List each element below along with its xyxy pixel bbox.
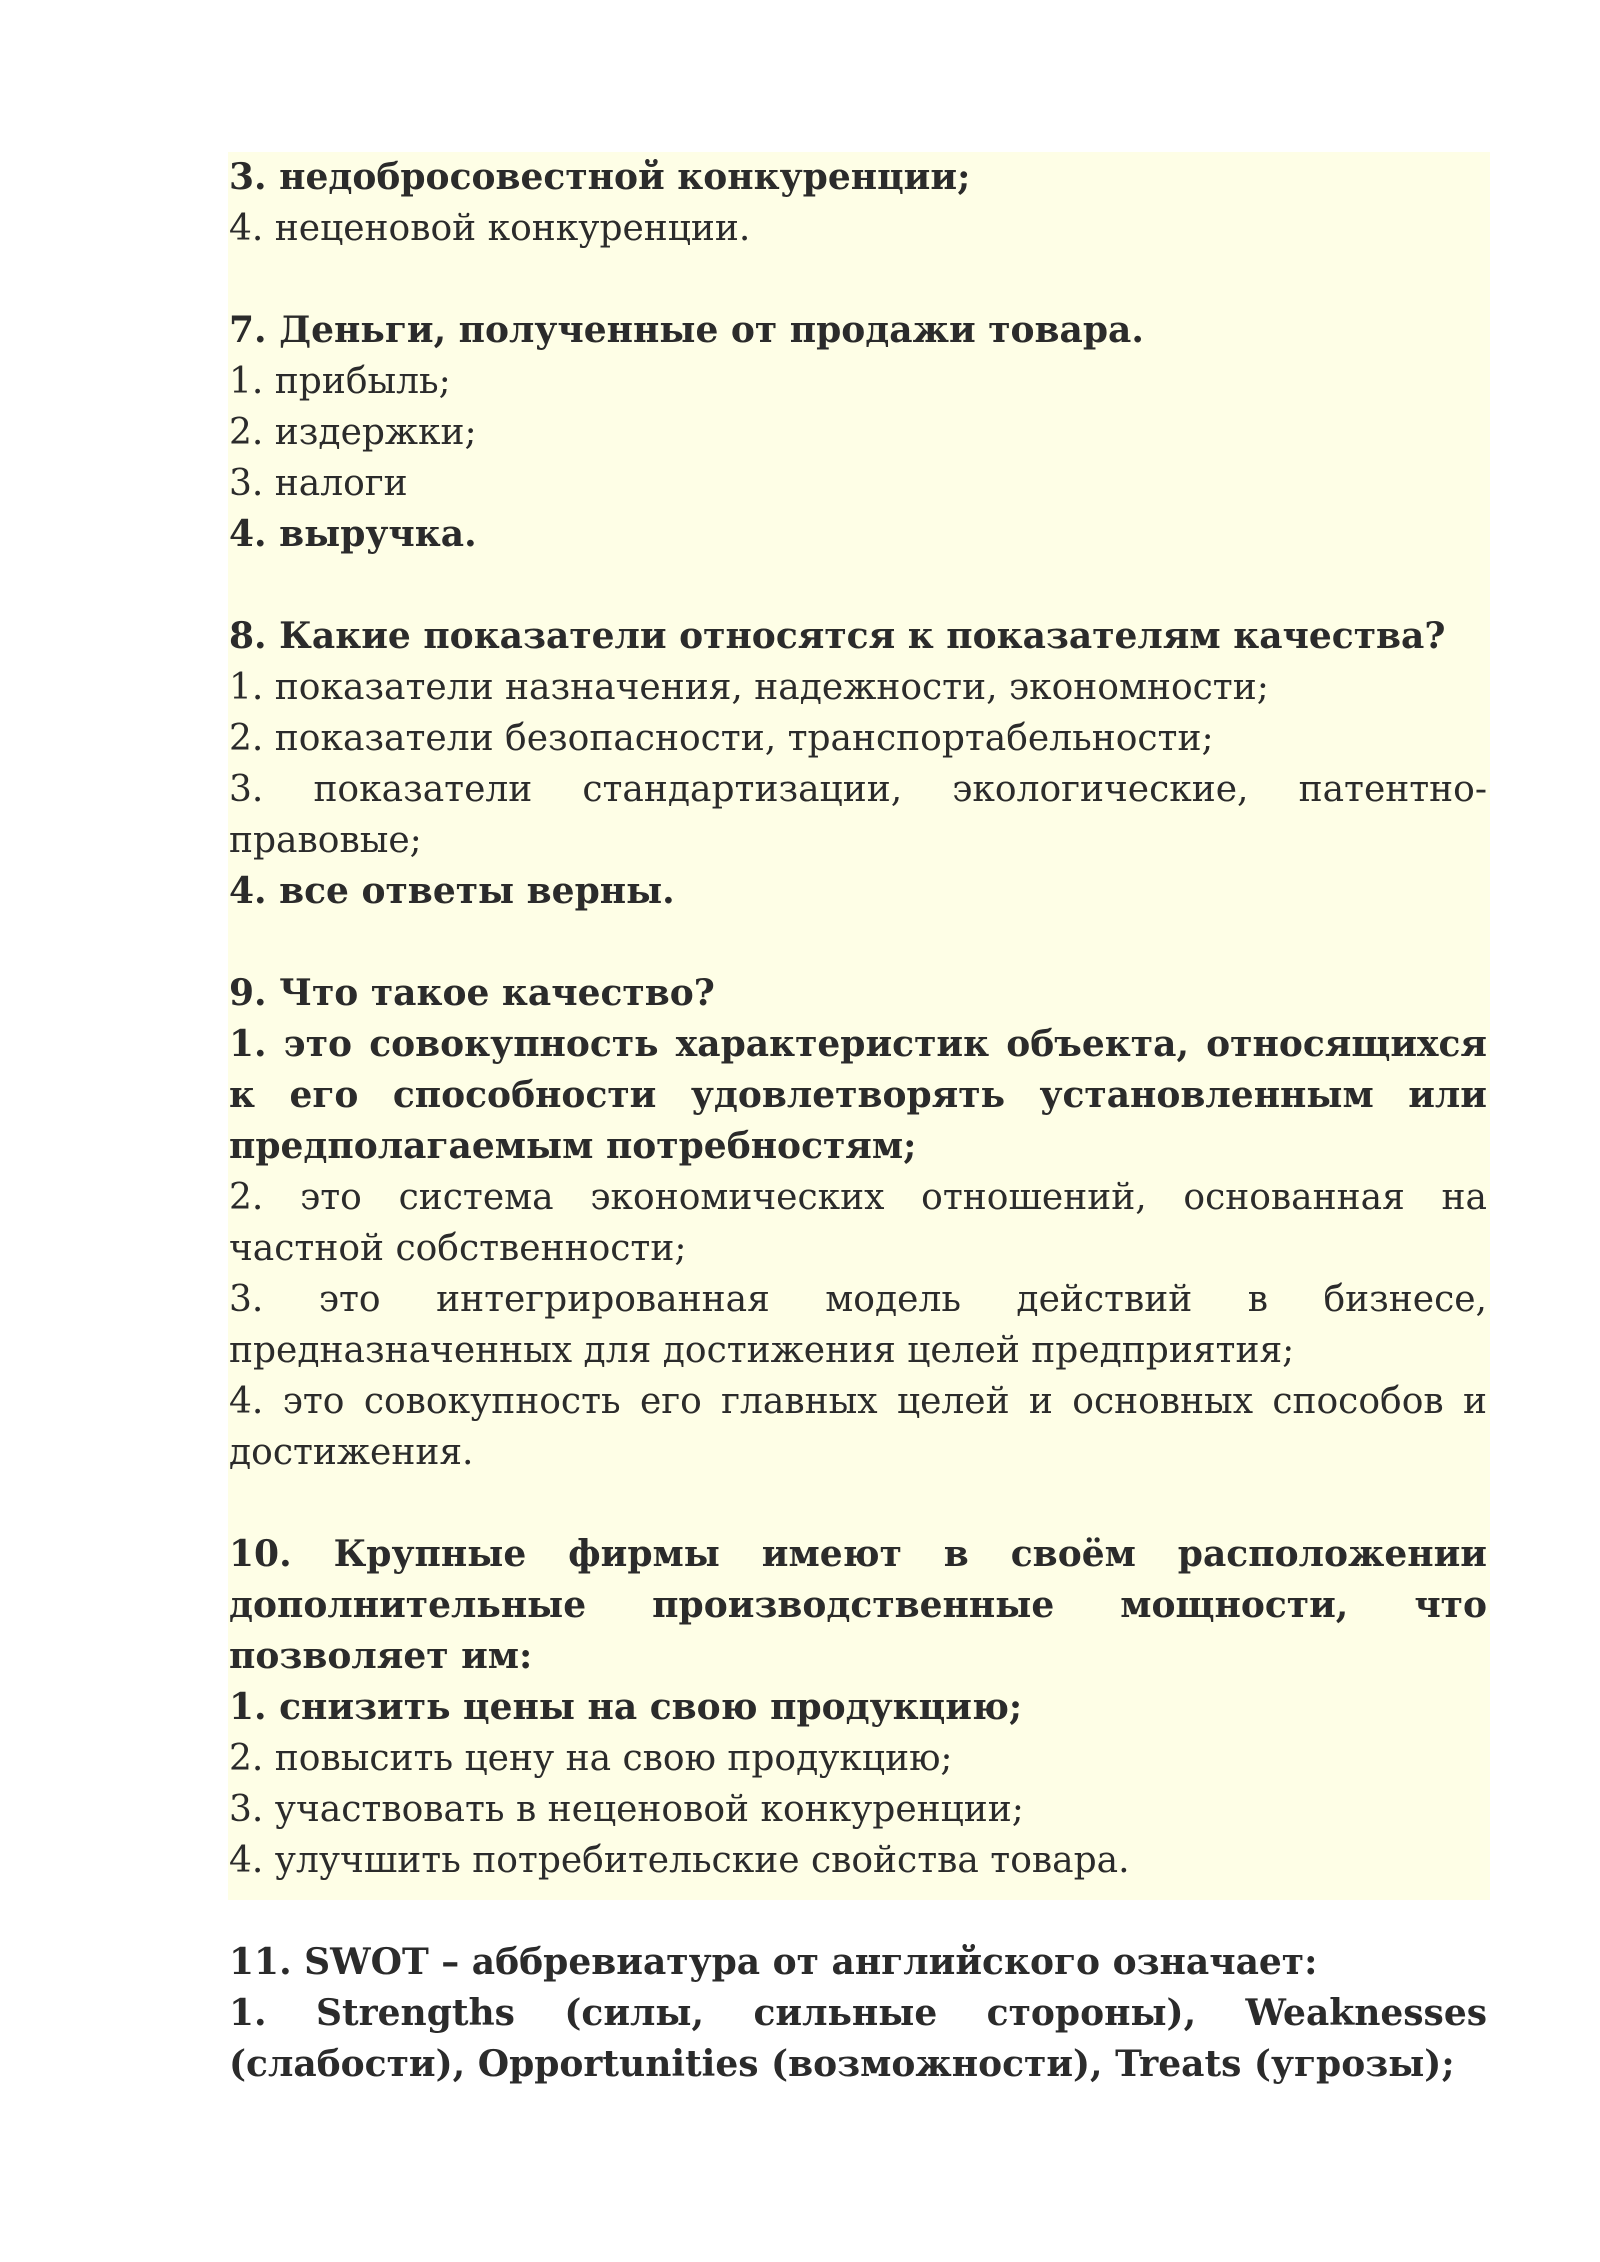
q9-answer-2: 2. это система экономических отношений, основанная на частной собственности; xyxy=(229,1177,1487,1269)
q10-answer-4: 4. улучшить потребительские свойства товара. xyxy=(229,1840,1130,1881)
spacer xyxy=(229,1478,1487,1529)
q7-answer-4-correct: 4. выручка. xyxy=(229,513,477,555)
q8-answer-4-correct: 4. все ответы верны. xyxy=(229,870,675,912)
q8-answer-3: 3. показатели стандартизации, экологические, патентно-правовые; xyxy=(229,769,1487,861)
spacer xyxy=(229,1886,1487,1937)
spacer xyxy=(229,560,1487,611)
q7-answer-1: 1. прибыль; xyxy=(229,361,451,402)
q10-question: 10. Крупные фирмы имеют в своём расположении дополнительные производственные мощности, что позволяет им: xyxy=(229,1533,1487,1677)
q11-answer-1-correct: 1. Strengths (силы, сильные стороны), Weaknesses (слабости), Opportunities (возможности), Treats (угрозы); xyxy=(229,1992,1487,2085)
q8-answer-1: 1. показатели назначения, надежности, экономности; xyxy=(229,667,1269,708)
q11-question: 11. SWOT – аббревиатура от английского означает: xyxy=(229,1941,1318,1983)
document-body xyxy=(229,152,1487,2090)
q9-answer-1-correct: 1. это совокупность характеристик объекта, относящихся к его способности удовлетворять установленным или предполагаемым потребностям; xyxy=(229,1023,1487,1167)
spacer xyxy=(229,254,1487,305)
q7-question: 7. Деньги, полученные от продажи товара. xyxy=(229,309,1144,351)
q7-answer-2: 2. издержки; xyxy=(229,412,477,453)
q8-answer-2: 2. показатели безопасности, транспортабельности; xyxy=(229,718,1214,759)
q6-answer-3-correct: 3. недобросовестной конкуренции; xyxy=(229,156,971,198)
q9-question: 9. Что такое качество? xyxy=(229,972,715,1014)
q10-answer-3: 3. участвовать в неценовой конкуренции; xyxy=(229,1789,1024,1830)
q8-question: 8. Какие показатели относятся к показателям качества? xyxy=(229,615,1446,657)
spacer xyxy=(229,917,1487,968)
q9-answer-3: 3. это интегрированная модель действий в бизнесе, предназначенных для достижения целей предприятия; xyxy=(229,1279,1487,1371)
q9-answer-4: 4. это совокупность его главных целей и основных способов и достижения. xyxy=(229,1381,1487,1473)
q6-answer-4: 4. неценовой конкуренции. xyxy=(229,208,751,249)
q10-answer-2: 2. повысить цену на свою продукцию; xyxy=(229,1738,953,1779)
q7-answer-3: 3. налоги xyxy=(229,463,408,504)
q10-answer-1-correct: 1. снизить цены на свою продукцию; xyxy=(229,1686,1023,1728)
